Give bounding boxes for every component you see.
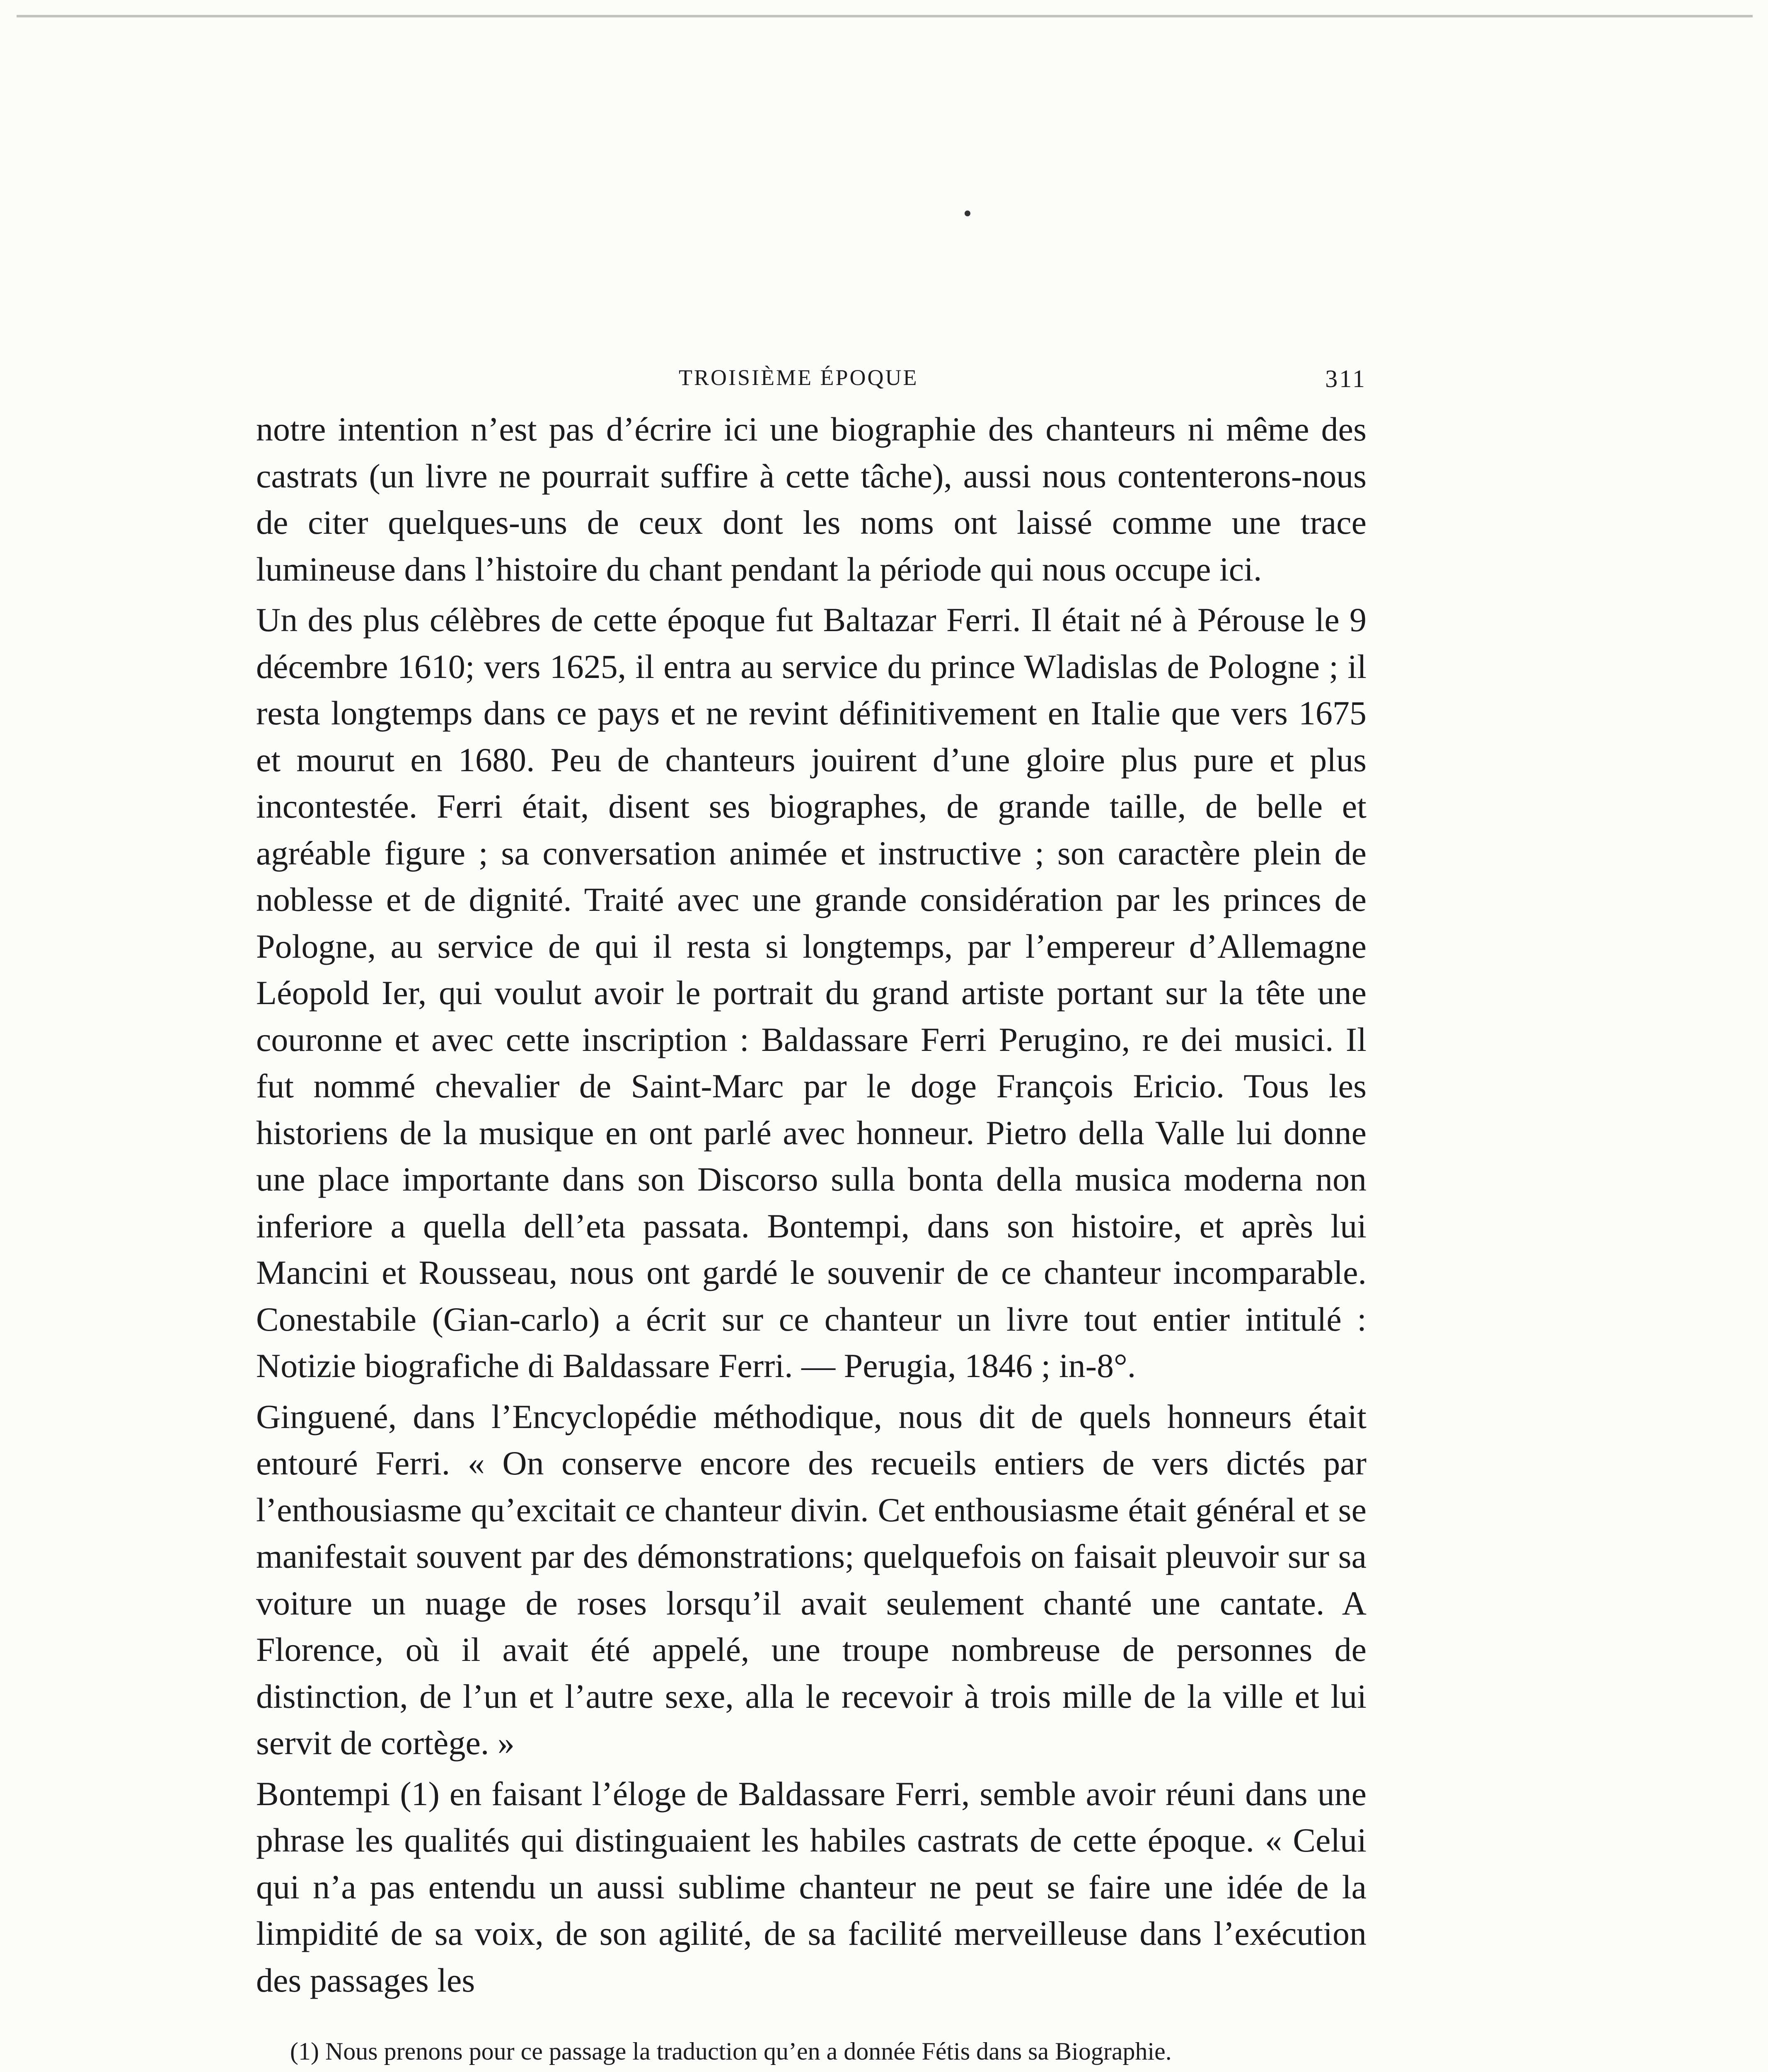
paragraph-1: notre intention n’est pas d’écrire ici une biographie des chanteurs ni même des castrats (un livre ne pourrait suffire à cette tâche), aussi nous contenterons-nous de citer quelques-uns de ceux dont les noms ont laissé comme une trace lumineuse dans l’histoire du chant pendant la période qui nous occupe ici. [256, 410, 1367, 588]
running-title: TROISIÈME ÉPOQUE [679, 365, 919, 390]
footnote: (1) Nous prenons pour ce passage la traduction qu’en a donnée Fétis dans sa Biographie. [290, 2038, 1172, 2065]
running-head [256, 365, 1367, 406]
scan-speck [965, 211, 970, 216]
body-text [256, 406, 1367, 2004]
footnote-spacer [256, 2008, 1367, 2019]
page-number: 311 [1325, 365, 1367, 392]
scan-edge-rule [17, 15, 1753, 17]
paragraph-2: Un des plus célèbres de cette époque fut Baltazar Ferri. Il était né à Pérouse le 9 décembre 1610; vers 1625, il entra au service du prince Wladislas de Pologne ; il resta longtemps dans ce pays et ne revint définitivement en Italie que vers 1675 et mourut en 1680. Peu de chanteurs jouirent d’une gloire plus pure et plus incontestée. Ferri était, disent ses biographes, de grande taille, de belle et agréable figure ; sa conversation animée et instructive ; son caractère plein de noblesse et de dignité. Traité avec une grande considération par les princes de Pologne, au service de qui il resta si longtemps, par l’empereur d’Allemagne Léopold Ier, qui voulut avoir le portrait du grand artiste portant sur la tête une couronne et avec cette inscription : Baldassare Ferri Perugino, re dei musici. Il fut nommé chevalier de Saint-Marc par le doge François Ericio. Tous les historiens de la musique en ont parlé avec honneur. Pietro della Valle lui donne une place importante dans son Discorso sulla bonta della musica moderna non inferiore a quella dell’eta passata. Bontempi, dans son histoire, et après lui Mancini et Rousseau, nous ont gardé le souvenir de ce chanteur incomparable. Conestabile (Gian-carlo) a écrit sur ce chanteur un livre tout entier intitulé : Notizie biografiche di Baldassare Ferri. — Perugia, 1846 ; in-8°. [256, 601, 1367, 1385]
paragraph-4: Bontempi (1) en faisant l’éloge de Baldassare Ferri, semble avoir réuni dans une phrase les qualités qui distinguaient les habiles castrats de cette époque. « Celui qui n’a pas entendu un aussi sublime chanteur ne peut se faire une idée de la limpidité de sa voix, de son agilité, de sa facilité merveilleuse dans l’exécution des passages les [256, 1774, 1367, 1999]
paragraph-3: Ginguené, dans l’Encyclopédie méthodique, nous dit de quels honneurs était entouré Ferri. « On conserve encore des recueils entiers de vers dictés par l’enthousiasme qu’excitait ce chanteur divin. Cet enthousiasme était général et se manifestait souvent par des démonstrations; quelquefois on faisait pleuvoir sur sa voiture un nuage de roses lorsqu’il avait seulement chanté une cantate. A Florence, où il avait été appelé, une troupe nombreuse de personnes de distinction, de l’un et l’autre sexe, alla le recevoir à trois mille de la ville et lui servit de cortège. » [256, 1397, 1367, 1762]
book-page [256, 365, 1367, 2068]
